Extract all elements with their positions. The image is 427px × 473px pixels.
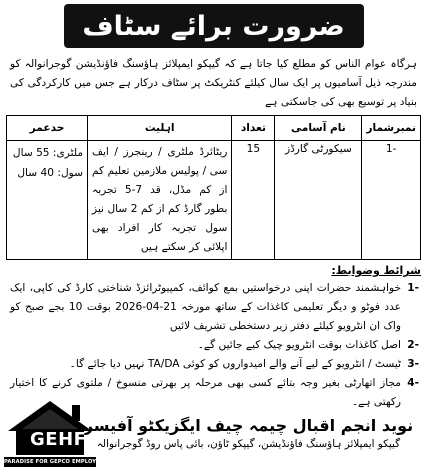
table-header-row xyxy=(7,116,421,141)
gehf-logo xyxy=(4,397,108,467)
cell-qualification: ریٹائرڈ ملٹری / رینجرز / ایف سی / پولیس ملازمین تعلیم کم از کم مڈل، قد 7-5 تجربہ بطور گارڈ کم از کم 2 سال نیز سول تجربہ کار افراد بھی اپلائی کر سکتے ہیں xyxy=(88,141,232,260)
condition-text: مجاز اتھارٹی بغیر وجہ بتائے کسی بھی مرحلہ پر بھرتی منسوخ / ملتوی کرنے کا اختیار رکھتی ہے۔ xyxy=(10,377,401,408)
header-qualification: اہلیت xyxy=(88,116,232,141)
signatory-name: نوید انجم اقبال چیمہ چیف ایگزیکٹو آفیسر xyxy=(83,416,414,435)
condition-number: -1 xyxy=(407,282,419,294)
cell-post: سیکورٹی گارڈز xyxy=(275,141,362,260)
condition-text: خواہشمند حضرات اپنی درخواستیں بمع کوائف، کمپیوٹرائزڈ شناختی کارڈ کی کاپی، ایک عدد فوٹو و دیگر تعلیمی کاغذات کے ساتھ مورخہ 21-04-2026 بوقت 10 بجے صبح کو واک ان انٹرویو کیلئے دفتر زیر دستخطی تشریف لائیں xyxy=(10,282,401,332)
intro-paragraph: ہرگاہ عوام الناس کو مطلع کیا جاتا ہے کہ گیپکو ایمپلائز ہاؤسنگ فاؤنڈیشن گوجرانوالہ کو مندرجہ ذیل آسامیوں پر ایک سال کیلئے کنٹریکٹ پر سٹاف درکار ہے جس میں کارکردگی کی بنیاد پر توسیع بھی کی جاسکتی ہے xyxy=(10,58,417,108)
condition-number: -2 xyxy=(407,339,419,351)
logo-tagline: PARADISE FOR GEPCO EMPLOYEES xyxy=(4,459,108,465)
office-address: گیپکو ایمپلائز ہاؤسنگ فاؤنڈیشن، گیپکو ٹاؤن، بائی پاس روڈ گوجرانوالہ xyxy=(96,438,401,450)
header-post: نام آسامی xyxy=(275,116,362,141)
conditions-title: شرائط وضوابط: xyxy=(331,264,421,277)
page-title xyxy=(64,4,364,48)
condition-number: -3 xyxy=(407,358,419,370)
cell-age xyxy=(7,141,88,260)
vacancy-table xyxy=(6,115,421,260)
cell-serial: -1 xyxy=(362,141,421,260)
header-age: حدعمر xyxy=(7,116,88,141)
logo-text: GEHF xyxy=(30,429,87,450)
condition-text: ٹیسٹ / انٹرویو کے لیے آنے والے امیدواروں کو کوئی TA/DA نہیں دیا جائے گا۔ xyxy=(69,358,401,370)
condition-number: -4 xyxy=(407,377,419,389)
header-count: تعداد xyxy=(232,116,275,141)
header-serial: نمبرشمار xyxy=(362,116,421,141)
condition-text: اصل کاغذات بوقت انٹرویو چیک کیے جائیں گے۔ xyxy=(197,339,401,351)
conditions-list xyxy=(6,279,421,412)
age-civil: سول: 40 سال xyxy=(17,167,83,179)
age-military: ملٹری: 55 سال xyxy=(12,147,83,159)
title-text: ضرورت برائے سٹاف xyxy=(82,10,345,42)
cell-count: 15 xyxy=(232,141,275,260)
list-item xyxy=(6,336,421,355)
list-item xyxy=(6,279,421,336)
list-item xyxy=(6,355,421,374)
table-row xyxy=(7,141,421,260)
